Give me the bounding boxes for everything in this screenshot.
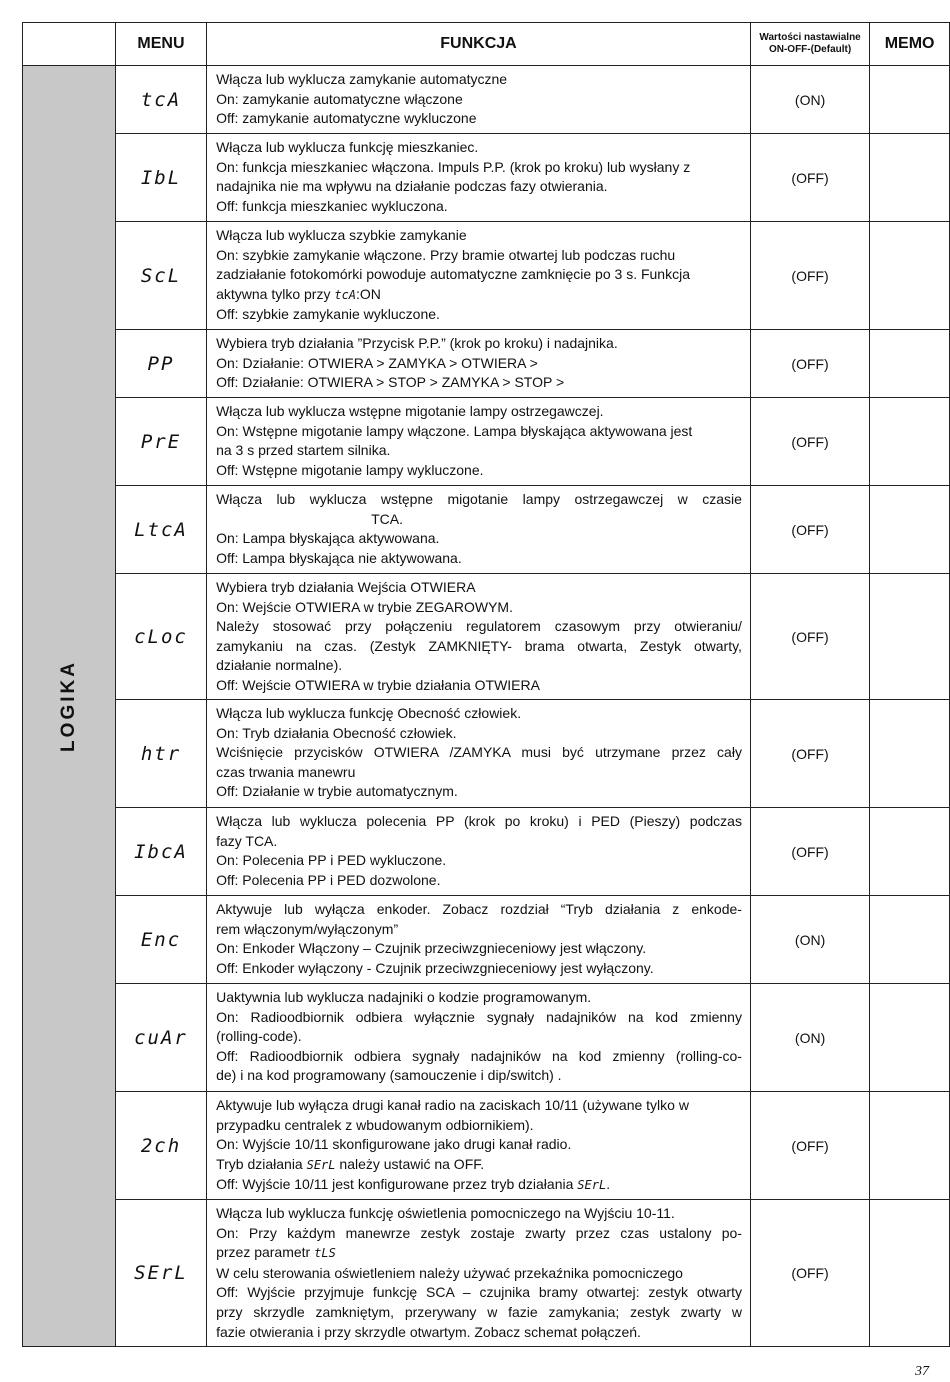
section-sidebar — [23, 66, 116, 1347]
default-value: (ON) — [750, 984, 869, 1092]
desc-line: rem włączonym/wyłączonym” — [216, 920, 399, 937]
desc-text: :ON — [356, 285, 381, 302]
memo-cell — [870, 398, 950, 486]
menu-code-cell — [115, 984, 206, 1092]
desc-line: przy skrzydle zamkniętym, przerywany w fazie zamykania; zestyk zwarty w — [216, 1303, 742, 1320]
desc-line: On: Przy każdym manewrze zestyk zostaje zwarty przez czas ustalony po- — [216, 1224, 742, 1241]
desc-line: On: Enkoder Włączony – Czujnik przeciwzgnieceniowy jest włączony. — [216, 940, 647, 957]
table-row — [23, 984, 950, 1092]
desc-text: Tryb działania — [216, 1155, 307, 1172]
memo-cell — [870, 808, 950, 896]
header-memo: MEMO — [870, 23, 950, 66]
menu-code-cell — [115, 486, 206, 574]
default-value: (OFF) — [750, 398, 869, 486]
desc-line: On: zamykanie automatyczne włączone — [216, 90, 463, 107]
desc-line — [216, 1243, 742, 1264]
desc-line: (rolling-code). — [216, 1028, 302, 1045]
menu-code: cuAr — [134, 1026, 188, 1049]
memo-cell — [870, 486, 950, 574]
desc-line: Off: Działanie: OTWIERA > STOP > ZAMYKA > STOP > — [216, 374, 565, 391]
desc-line: Off: Radioodbiornik odbiera sygnały nadajników na kod zmienny (rolling-co- — [216, 1047, 742, 1064]
desc-line: Off: Działanie w trybie automatycznym. — [216, 783, 458, 800]
function-description — [207, 330, 751, 398]
desc-line: On: Działanie: OTWIERA > ZAMYKA > OTWIERA > — [216, 354, 538, 371]
desc-line: Włącza lub wyklucza wstępne migotanie lampy ostrzegawczej. — [216, 403, 604, 419]
desc-line: Aktywuje lub wyłącza enkoder. Zobacz rozdział “Tryb działania z enkode- — [216, 901, 742, 917]
function-description — [207, 222, 751, 330]
menu-code: ScL — [140, 264, 182, 287]
function-description — [207, 896, 751, 984]
function-description — [207, 984, 751, 1092]
menu-code: 2ch — [140, 1134, 182, 1157]
menu-code-cell — [115, 896, 206, 984]
desc-line: Off: szybkie zamykanie wykluczone. — [216, 306, 440, 323]
desc-line: Uaktywnia lub wyklucza nadajniki o kodzie programowanym. — [216, 989, 592, 1005]
desc-line: Aktywuje lub wyłącza drugi kanał radio na zaciskach 10/11 (używane tylko w — [216, 1097, 689, 1113]
desc-line — [216, 1155, 742, 1176]
desc-text: . — [606, 1176, 611, 1193]
menu-code: PrE — [140, 430, 182, 453]
default-value: (OFF) — [750, 134, 869, 222]
menu-code-cell — [115, 700, 206, 808]
default-value: (OFF) — [750, 808, 869, 896]
function-description — [207, 1200, 751, 1347]
memo-cell — [870, 66, 950, 134]
desc-line: zadziałanie fotokomórki powoduje automatyczne zamknięcie po 3 s. Funkcja — [216, 266, 690, 283]
function-description — [207, 486, 751, 574]
desc-line: Włącza lub wyklucza polecenia PP (krok po kroku) i PED (Pieszy) podczas — [216, 813, 742, 829]
table-row — [23, 1092, 950, 1200]
table-row — [23, 486, 950, 574]
desc-line: Off: Lampa błyskająca nie aktywowana. — [216, 549, 462, 566]
default-value: (OFF) — [750, 222, 869, 330]
desc-line — [216, 1175, 742, 1196]
desc-line: Off: Wejście OTWIERA w trybie działania OTWIERA — [216, 676, 540, 693]
desc-line: W celu sterowania oświetleniem należy używać przekaźnika pomocniczego — [216, 1264, 683, 1281]
header-values — [750, 23, 869, 66]
memo-cell — [870, 330, 950, 398]
default-value: (OFF) — [750, 700, 869, 808]
desc-line: na 3 s przed startem silnika. — [216, 442, 391, 459]
desc-text: aktywna tylko przy — [216, 285, 335, 302]
menu-code-cell — [115, 66, 206, 134]
default-value: (OFF) — [750, 1200, 869, 1347]
desc-line: On: szybkie zamykanie włączone. Przy bramie otwartej lub podczas ruchu — [216, 246, 676, 263]
desc-line: On: Polecenia PP i PED wykluczone. — [216, 852, 447, 869]
table-row — [23, 808, 950, 896]
menu-code-cell — [115, 134, 206, 222]
desc-line: Off: Wyjście przyjmuje funkcję SCA – czujnika bramy otwartej: zestyk otwarty — [216, 1284, 742, 1301]
desc-line: On: Lampa błyskająca aktywowana. — [216, 530, 440, 547]
table-row — [23, 66, 950, 134]
page-number: 37 — [915, 1364, 929, 1379]
desc-line: Włącza lub wyklucza szybkie zamykanie — [216, 227, 467, 243]
function-description — [207, 398, 751, 486]
memo-cell — [870, 574, 950, 700]
function-description — [207, 574, 751, 700]
memo-cell — [870, 984, 950, 1092]
desc-line: On: funkcja mieszkaniec włączona. Impuls P.P. (krok po kroku) lub wysłany z — [216, 158, 691, 175]
menu-code: htr — [140, 742, 182, 765]
logic-table — [22, 22, 950, 1347]
table-row — [23, 134, 950, 222]
inline-code: SErL — [306, 1157, 336, 1172]
desc-line: Off: funkcja mieszkaniec wykluczona. — [216, 197, 448, 214]
header-values-line1: Wartości nastawialne — [759, 32, 861, 43]
menu-code: PP — [147, 352, 175, 375]
inline-code: SErL — [577, 1178, 607, 1193]
menu-code-cell — [115, 1092, 206, 1200]
inline-code: tcA — [334, 287, 357, 302]
function-description — [207, 808, 751, 896]
header-row — [23, 23, 950, 66]
menu-code-cell — [115, 398, 206, 486]
table-row — [23, 398, 950, 486]
desc-line: Off: zamykanie automatyczne wykluczone — [216, 110, 477, 127]
desc-line: nadajnika nie ma wpływu na działanie podczas fazy otwierania. — [216, 178, 608, 195]
header-values-line2: ON-OFF-(Default) — [768, 44, 852, 55]
desc-line: Włącza lub wyklucza wstępne migotanie lampy ostrzegawczej w czasie — [216, 491, 742, 507]
memo-cell — [870, 1092, 950, 1200]
menu-code-cell — [115, 808, 206, 896]
desc-line: Wybiera tryb działania ”Przycisk P.P.” (krok po kroku) i nadajnika. — [216, 335, 618, 351]
section-label: LOGIKA — [57, 660, 79, 752]
menu-code-cell — [115, 222, 206, 330]
desc-line: Off: Enkoder wyłączony - Czujnik przeciwzgnieceniowy jest wyłączony. — [216, 959, 654, 976]
table-row — [23, 222, 950, 330]
desc-line: fazie otwierania i przy skrzydle otwartym. Zobacz schemat połączeń. — [216, 1323, 641, 1340]
default-value: (OFF) — [750, 330, 869, 398]
menu-code-cell — [115, 574, 206, 700]
table-row — [23, 1200, 950, 1347]
desc-line: Wybiera tryb działania Wejścia OTWIERA — [216, 579, 476, 595]
table-row — [23, 700, 950, 808]
desc-line — [216, 285, 742, 306]
desc-line: On: Wejście OTWIERA w trybie ZEGAROWYM. — [216, 598, 513, 615]
menu-code: LtcA — [134, 518, 188, 541]
header-blank — [23, 23, 116, 66]
desc-line: On: Radioodbiornik odbiera wyłącznie sygnały nadajników na kod zmienny — [216, 1008, 742, 1025]
desc-line: przypadku centralek z wbudowanym odbiornikiem). — [216, 1116, 534, 1133]
desc-line: Wciśnięcie przycisków OTWIERA /ZAMYKA musi być utrzymane przez cały — [216, 744, 742, 761]
memo-cell — [870, 222, 950, 330]
desc-line: zamykaniu na czas. (Zestyk ZAMKNIĘTY- brama otwarta, Zestyk otwarty, — [216, 637, 742, 654]
memo-cell — [870, 896, 950, 984]
function-description — [207, 66, 751, 134]
desc-line: czas trwania manewru — [216, 763, 356, 780]
default-value: (ON) — [750, 66, 869, 134]
desc-line: Włącza lub wyklucza funkcję Obecność człowiek. — [216, 705, 522, 721]
desc-line: Off: Wstępne migotanie lampy wykluczone. — [216, 461, 484, 478]
function-description — [207, 1092, 751, 1200]
desc-line: TCA. — [371, 510, 403, 527]
desc-line: działanie normalne). — [216, 657, 343, 674]
desc-text: Off: Wyjście 10/11 jest konfigurowane przez tryb działania — [216, 1176, 578, 1193]
function-description — [207, 134, 751, 222]
desc-line: On: Tryb działania Obecność człowiek. — [216, 724, 457, 741]
menu-code: Enc — [140, 928, 182, 951]
desc-line: fazy TCA. — [216, 832, 278, 849]
desc-text: należy ustawić na OFF. — [335, 1155, 485, 1172]
default-value: (OFF) — [750, 1092, 869, 1200]
desc-line: On: Wstępne migotanie lampy włączone. Lampa błyskająca aktywowana jest — [216, 422, 693, 439]
menu-code: SErL — [134, 1262, 188, 1284]
desc-line: On: Wyjście 10/11 skonfigurowane jako drugi kanał radio. — [216, 1136, 572, 1153]
menu-code-cell — [115, 1200, 206, 1347]
table-row — [23, 896, 950, 984]
default-value: (OFF) — [750, 486, 869, 574]
desc-line: Włącza lub wyklucza funkcję oświetlenia pomocniczego na Wyjściu 10-11. — [216, 1205, 675, 1221]
memo-cell — [870, 1200, 950, 1347]
default-value: (ON) — [750, 896, 869, 984]
function-description — [207, 700, 751, 808]
memo-cell — [870, 134, 950, 222]
menu-code-cell — [115, 330, 206, 398]
header-menu: MENU — [115, 23, 206, 66]
desc-line: Należy stosować przy połączeniu regulatorem czasowym przy otwieraniu/ — [216, 618, 742, 635]
menu-code: cLoc — [134, 625, 188, 648]
menu-code: IbL — [140, 166, 182, 189]
desc-line: Włącza lub wyklucza funkcję mieszkaniec. — [216, 139, 479, 155]
default-value: (OFF) — [750, 574, 869, 700]
desc-text: przez parametr — [216, 1244, 315, 1261]
desc-line: Off: Polecenia PP i PED dozwolone. — [216, 871, 441, 888]
header-funkcja: FUNKCJA — [207, 23, 751, 66]
table-row — [23, 574, 950, 700]
desc-line: Włącza lub wyklucza zamykanie automatyczne — [216, 71, 508, 87]
memo-cell — [870, 700, 950, 808]
menu-code: tcA — [140, 88, 182, 111]
desc-line: de) i na kod programowany (samouczenie i dip/switch) . — [216, 1067, 562, 1084]
menu-code: IbcA — [134, 840, 188, 863]
table-row — [23, 330, 950, 398]
inline-code: tLS — [314, 1246, 336, 1261]
